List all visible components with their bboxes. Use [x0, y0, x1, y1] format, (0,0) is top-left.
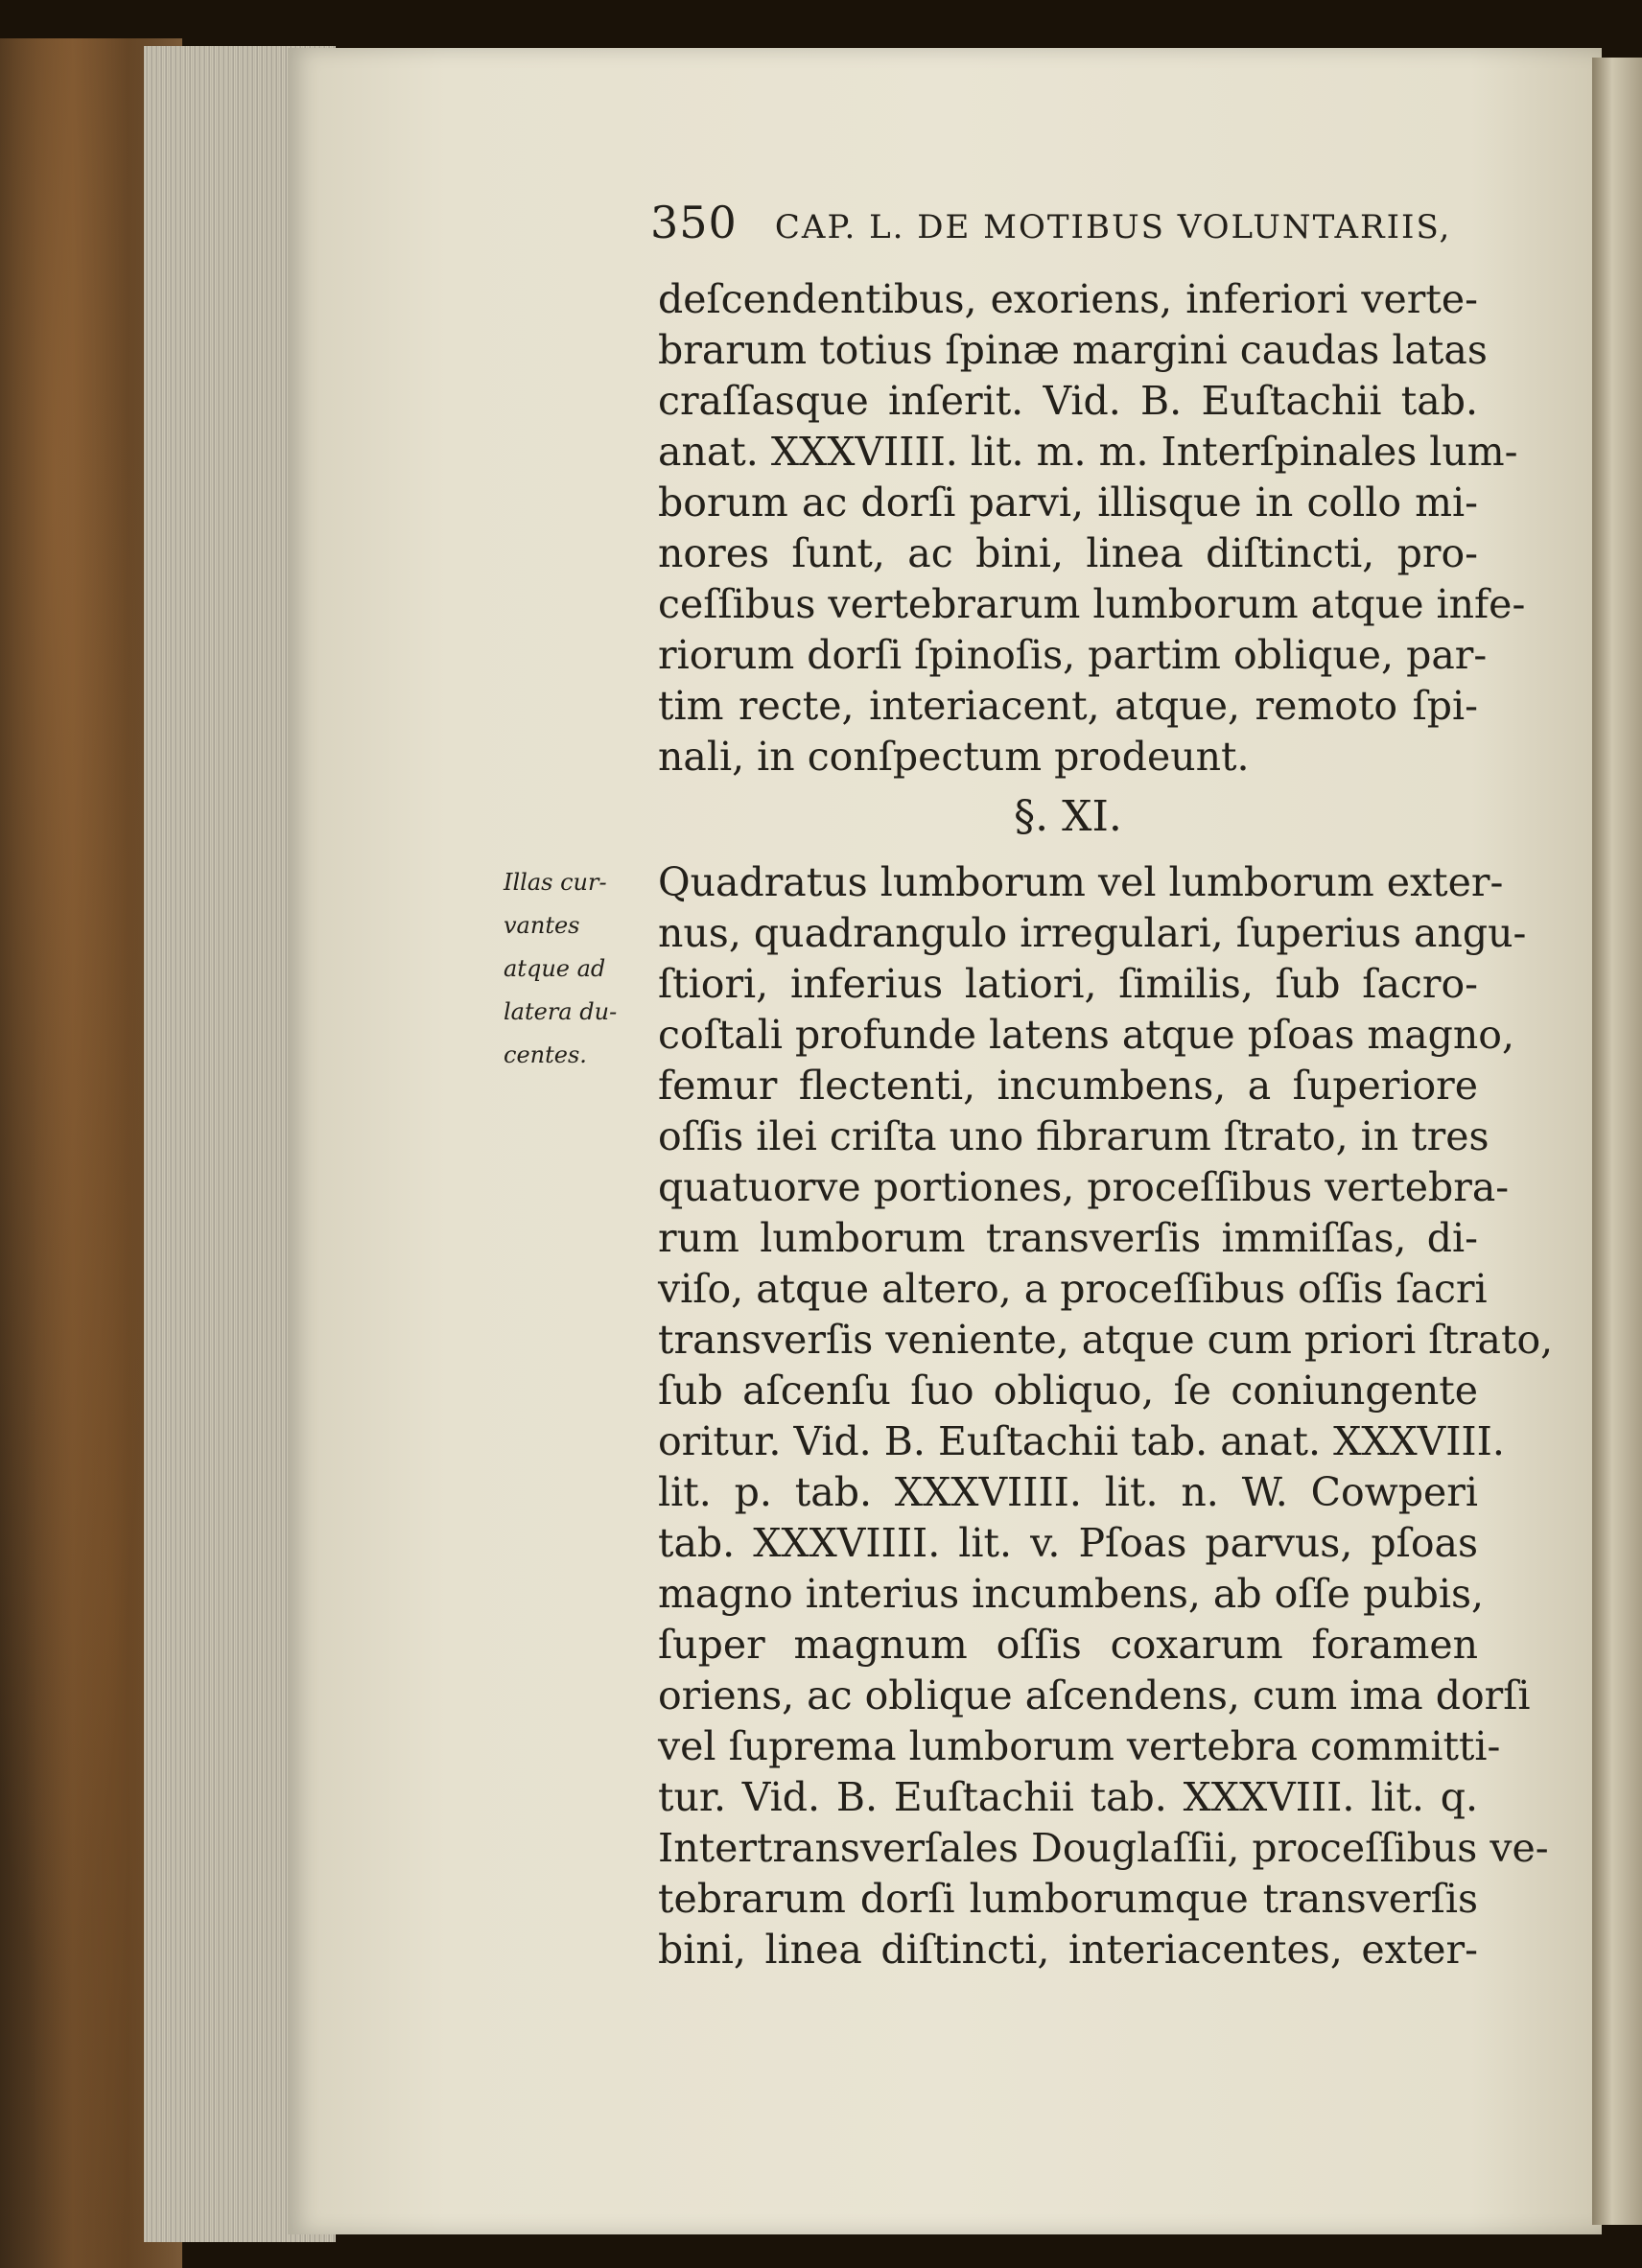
- text-line: coſtali profunde latens atque pſoas magno,: [658, 1012, 1515, 1058]
- text-line: rum lumborum transverſis immiſſas, di-: [658, 1215, 1478, 1261]
- page-number: 350: [650, 197, 738, 248]
- text-line: viſo, atque altero, a proceſſibus oſſis ſacri: [658, 1266, 1488, 1312]
- text-line: oriens, ac oblique aſcendens, cum ima dorſi: [658, 1672, 1531, 1719]
- text-line: nali, in conſpectum prodeunt.: [658, 734, 1250, 780]
- text-line: tab. XXXVIIII. lit. v. Pſoas parvus, pſoas: [658, 1520, 1478, 1566]
- text-line: ſtiori, inferius latiori, ſimilis, ſub ſacro-: [658, 961, 1478, 1007]
- text-line: quatuorve portiones, proceſſibus vertebra-: [658, 1164, 1510, 1210]
- text-line: nus, quadrangulo irregulari, ſuperius angu-: [658, 910, 1527, 956]
- text-line: deſcendentibus, exoriens, inferiori verte-: [658, 276, 1478, 322]
- text-line: brarum totius ſpinæ margini caudas latas: [658, 327, 1488, 373]
- facing-page-edge: [1592, 58, 1642, 2225]
- running-header: [650, 197, 1466, 250]
- text-line: borum ac dorſi parvi, illisque in collo mi-: [658, 479, 1478, 526]
- marginal-note-line: vantes: [504, 912, 580, 939]
- text-line: ceſſibus vertebrarum lumborum atque infe-: [658, 581, 1526, 627]
- text-line: oritur. Vid. B. Euſtachii tab. anat. XXXVIII.: [658, 1418, 1505, 1464]
- text-line: tim recte, interiacent, atque, remoto ſpi-: [658, 683, 1478, 729]
- text-line: Quadratus lumborum vel lumborum exter-: [658, 859, 1504, 905]
- text-line: Intertransverſales Douglaſſii, proceſſibus ve-: [658, 1825, 1549, 1871]
- running-title: CAP. L. DE MOTIBUS VOLUNTARIIS,: [774, 208, 1452, 246]
- marginal-note-line: centes.: [504, 1041, 587, 1068]
- text-line: magno interius incumbens, ab oſſe pubis,: [658, 1571, 1485, 1617]
- marginal-note-line: atque ad: [504, 955, 606, 982]
- text-line: tur. Vid. B. Euſtachii tab. XXXVIII. lit. q.: [658, 1774, 1478, 1820]
- text-line: ſuper magnum oſſis coxarum foramen: [658, 1622, 1478, 1668]
- text-line: riorum dorſi ſpinoſis, partim oblique, par-: [658, 632, 1488, 678]
- marginal-note-line: Illas cur-: [504, 869, 607, 896]
- text-line: nores ſunt, ac bini, linea diſtincti, pro-: [658, 530, 1478, 576]
- text-line: transverſis veniente, atque cum priori ſtrato,: [658, 1317, 1554, 1363]
- text-line: vel ſuprema lumborum vertebra committi-: [658, 1723, 1501, 1769]
- text-line: oſſis ilei criſta uno fibrarum ſtrato, in tres: [658, 1113, 1490, 1159]
- text-line: lit. p. tab. XXXVIIII. lit. n. W. Cowperi: [658, 1469, 1478, 1515]
- text-line: ſub aſcenſu ſuo obliquo, ſe coniungente: [658, 1368, 1478, 1414]
- text-line: craſſasque inſerit. Vid. B. Euſtachii tab.: [658, 378, 1478, 424]
- text-line: femur flectenti, incumbens, a ſuperiore: [658, 1063, 1478, 1109]
- text-line: anat. XXXVIIII. lit. m. m. Interſpinales lum-: [658, 429, 1518, 475]
- marginal-note-line: latera du-: [504, 998, 618, 1025]
- text-line: tebrarum dorſi lumborumque transverſis: [658, 1876, 1478, 1922]
- text-line: bini, linea diſtincti, interiacentes, exter-: [658, 1927, 1478, 1973]
- section-heading: §. XI.: [1014, 792, 1122, 841]
